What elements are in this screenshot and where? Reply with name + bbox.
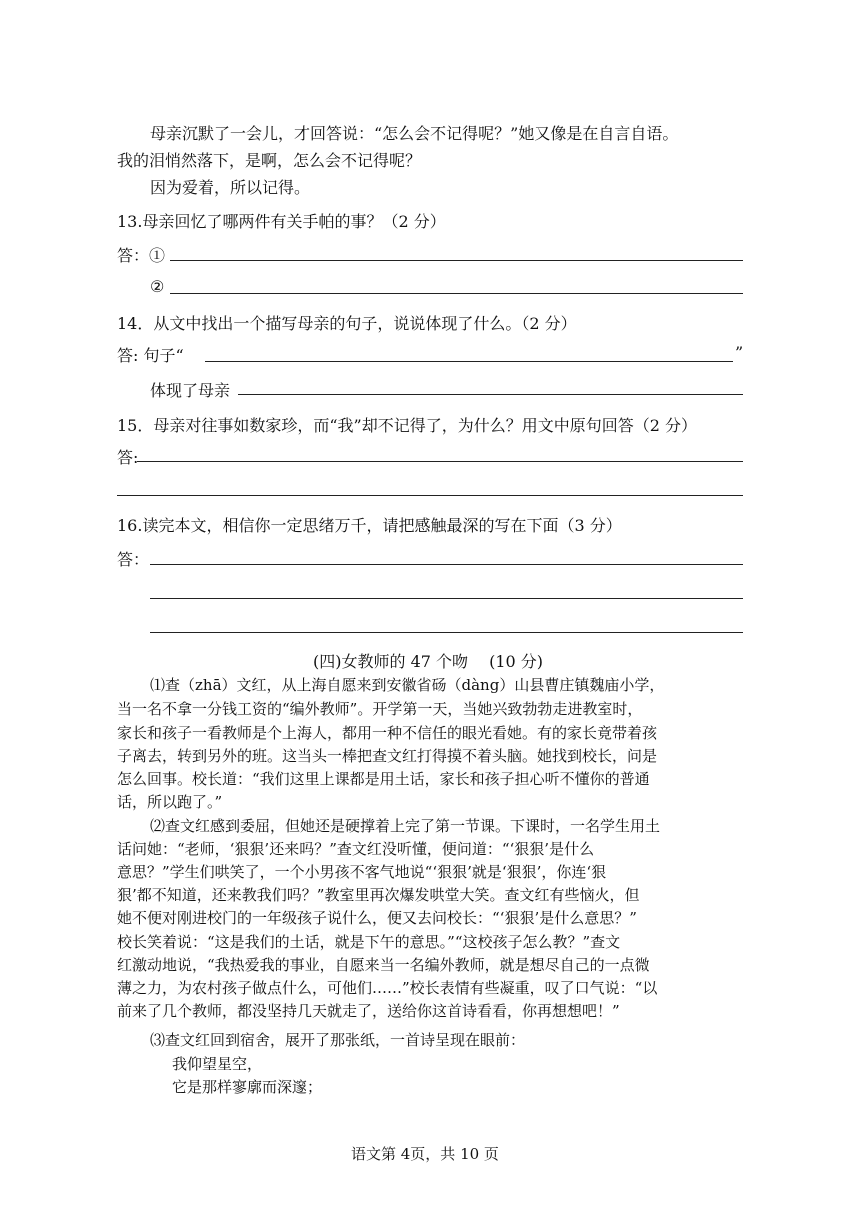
answer-line-16c[interactable] [150,632,743,633]
passage-line: 她不便对刚进校门的一年级孩子说什么，便又去问校长：“‘狠狠’是什么意思？” [117,909,637,927]
passage-line: 当一名不拿一分钱工资的“编外教师”。开学第一天，当她兴致勃勃走进教室时， [117,700,643,718]
passage-line: 家长和孩子一看教师是个上海人，都用一种不信任的眼光看她。有的家长竟带着孩 [117,724,658,742]
passage-line: ⑴查（zhā）文红，从上海自愿来到安徽省砀（dàng）山县曹庄镇魏庙小学， [150,676,665,694]
passage-line: 校长笑着说：“这是我们的土话，就是下午的意思。”“这校孩子怎么教？”查文 [117,933,621,951]
passage-line: ⑵查文红感到委屈，但她还是硬撑着上完了第一节课。下课时，一名学生用土 [150,817,661,835]
passage-line: 狠’都不知道，还来教我们吗？”教室里再次爆发哄堂大笑。查文红有些恼火，但 [117,886,640,904]
question-13: 13.母亲回忆了哪两件有关手帕的事？（2 分） [117,212,446,231]
question-16: 16.读完本文，相信你一定思绪万千，请把感触最深的写在下面（3 分） [117,516,622,535]
passage-line: 因为爱着，所以记得。 [150,178,311,197]
passage-line: 意思？”学生们哄笑了，一个小男孩不客气地说“‘狠狠’就是‘狠狠’，你连‘狠 [117,863,607,881]
passage-line: 怎么回事。校长道：“我们这里上课都是用土话，家长和孩子担心听不懂你的普通 [117,770,650,788]
section-title: (四)女教师的 47 个吻 (10 分) [313,652,544,671]
passage-line: 话，所以跑了。” [117,793,223,811]
answer-prefix-15: 答: [117,448,139,467]
reflect-prefix-14: 体现了母亲 [150,381,231,400]
poem-line: 我仰望星空， [172,1055,263,1073]
answer-line-16b[interactable] [150,598,743,599]
passage-line: 前来了几个教师，都没坚持几天就走了，送给你这首诗看看，你再想想吧！” [117,1002,620,1020]
answer-line-13a[interactable] [170,260,743,261]
answer-line-14a[interactable] [205,361,733,362]
answer-marker-13b: ② [150,277,165,296]
question-14: 14．从文中找出一个描写母亲的句子，说说体现了什么。（2 分） [117,314,577,333]
passage-line: 薄之力，为农村孩子做点什么，可他们……”校长表情有些凝重，叹了口气说：“以 [117,979,658,997]
passage-line: 我的泪悄然落下，是啊，怎么会不记得呢？ [117,151,422,170]
answer-line-16a[interactable] [150,564,743,565]
passage-line: 子离去，转到另外的班。这当头一棒把查文红打得摸不着头脑。她找到校长，问是 [117,747,658,765]
answer-line-14b[interactable] [238,394,743,395]
passage-line: 话问她：“老师，‘狠狠’还来吗？”查文红没听懂，便问道：“‘狠狠’是什么 [117,840,595,858]
answer-line-15b[interactable] [117,495,743,496]
answer-prefix-14: 答: 句子“ [117,346,184,365]
question-15: 15．母亲对往事如数家珍，而“我”却不记得了，为什么？用文中原句回答（2 分） [117,416,697,435]
passage-line: 母亲沉默了一会儿，才回答说：“怎么会不记得呢？”她又像是在自言自语。 [150,124,679,143]
passage-line: ⑶查文红回到宿舍，展开了那张纸，一首诗呈现在眼前： [150,1031,526,1049]
answer-prefix-13: 答：① [117,246,166,265]
answer-line-15a[interactable] [137,461,743,462]
close-quote-14: ” [735,343,744,362]
answer-line-13b[interactable] [170,293,743,294]
answer-prefix-16: 答： [117,550,150,569]
poem-line: 它是那样寥廓而深邃； [172,1078,323,1096]
passage-line: 红激动地说，“我热爱我的事业，自愿来当一名编外教师，就是想尽自己的一点微 [117,956,650,974]
page-footer: 语文第 4页，共 10 页 [351,1145,499,1163]
